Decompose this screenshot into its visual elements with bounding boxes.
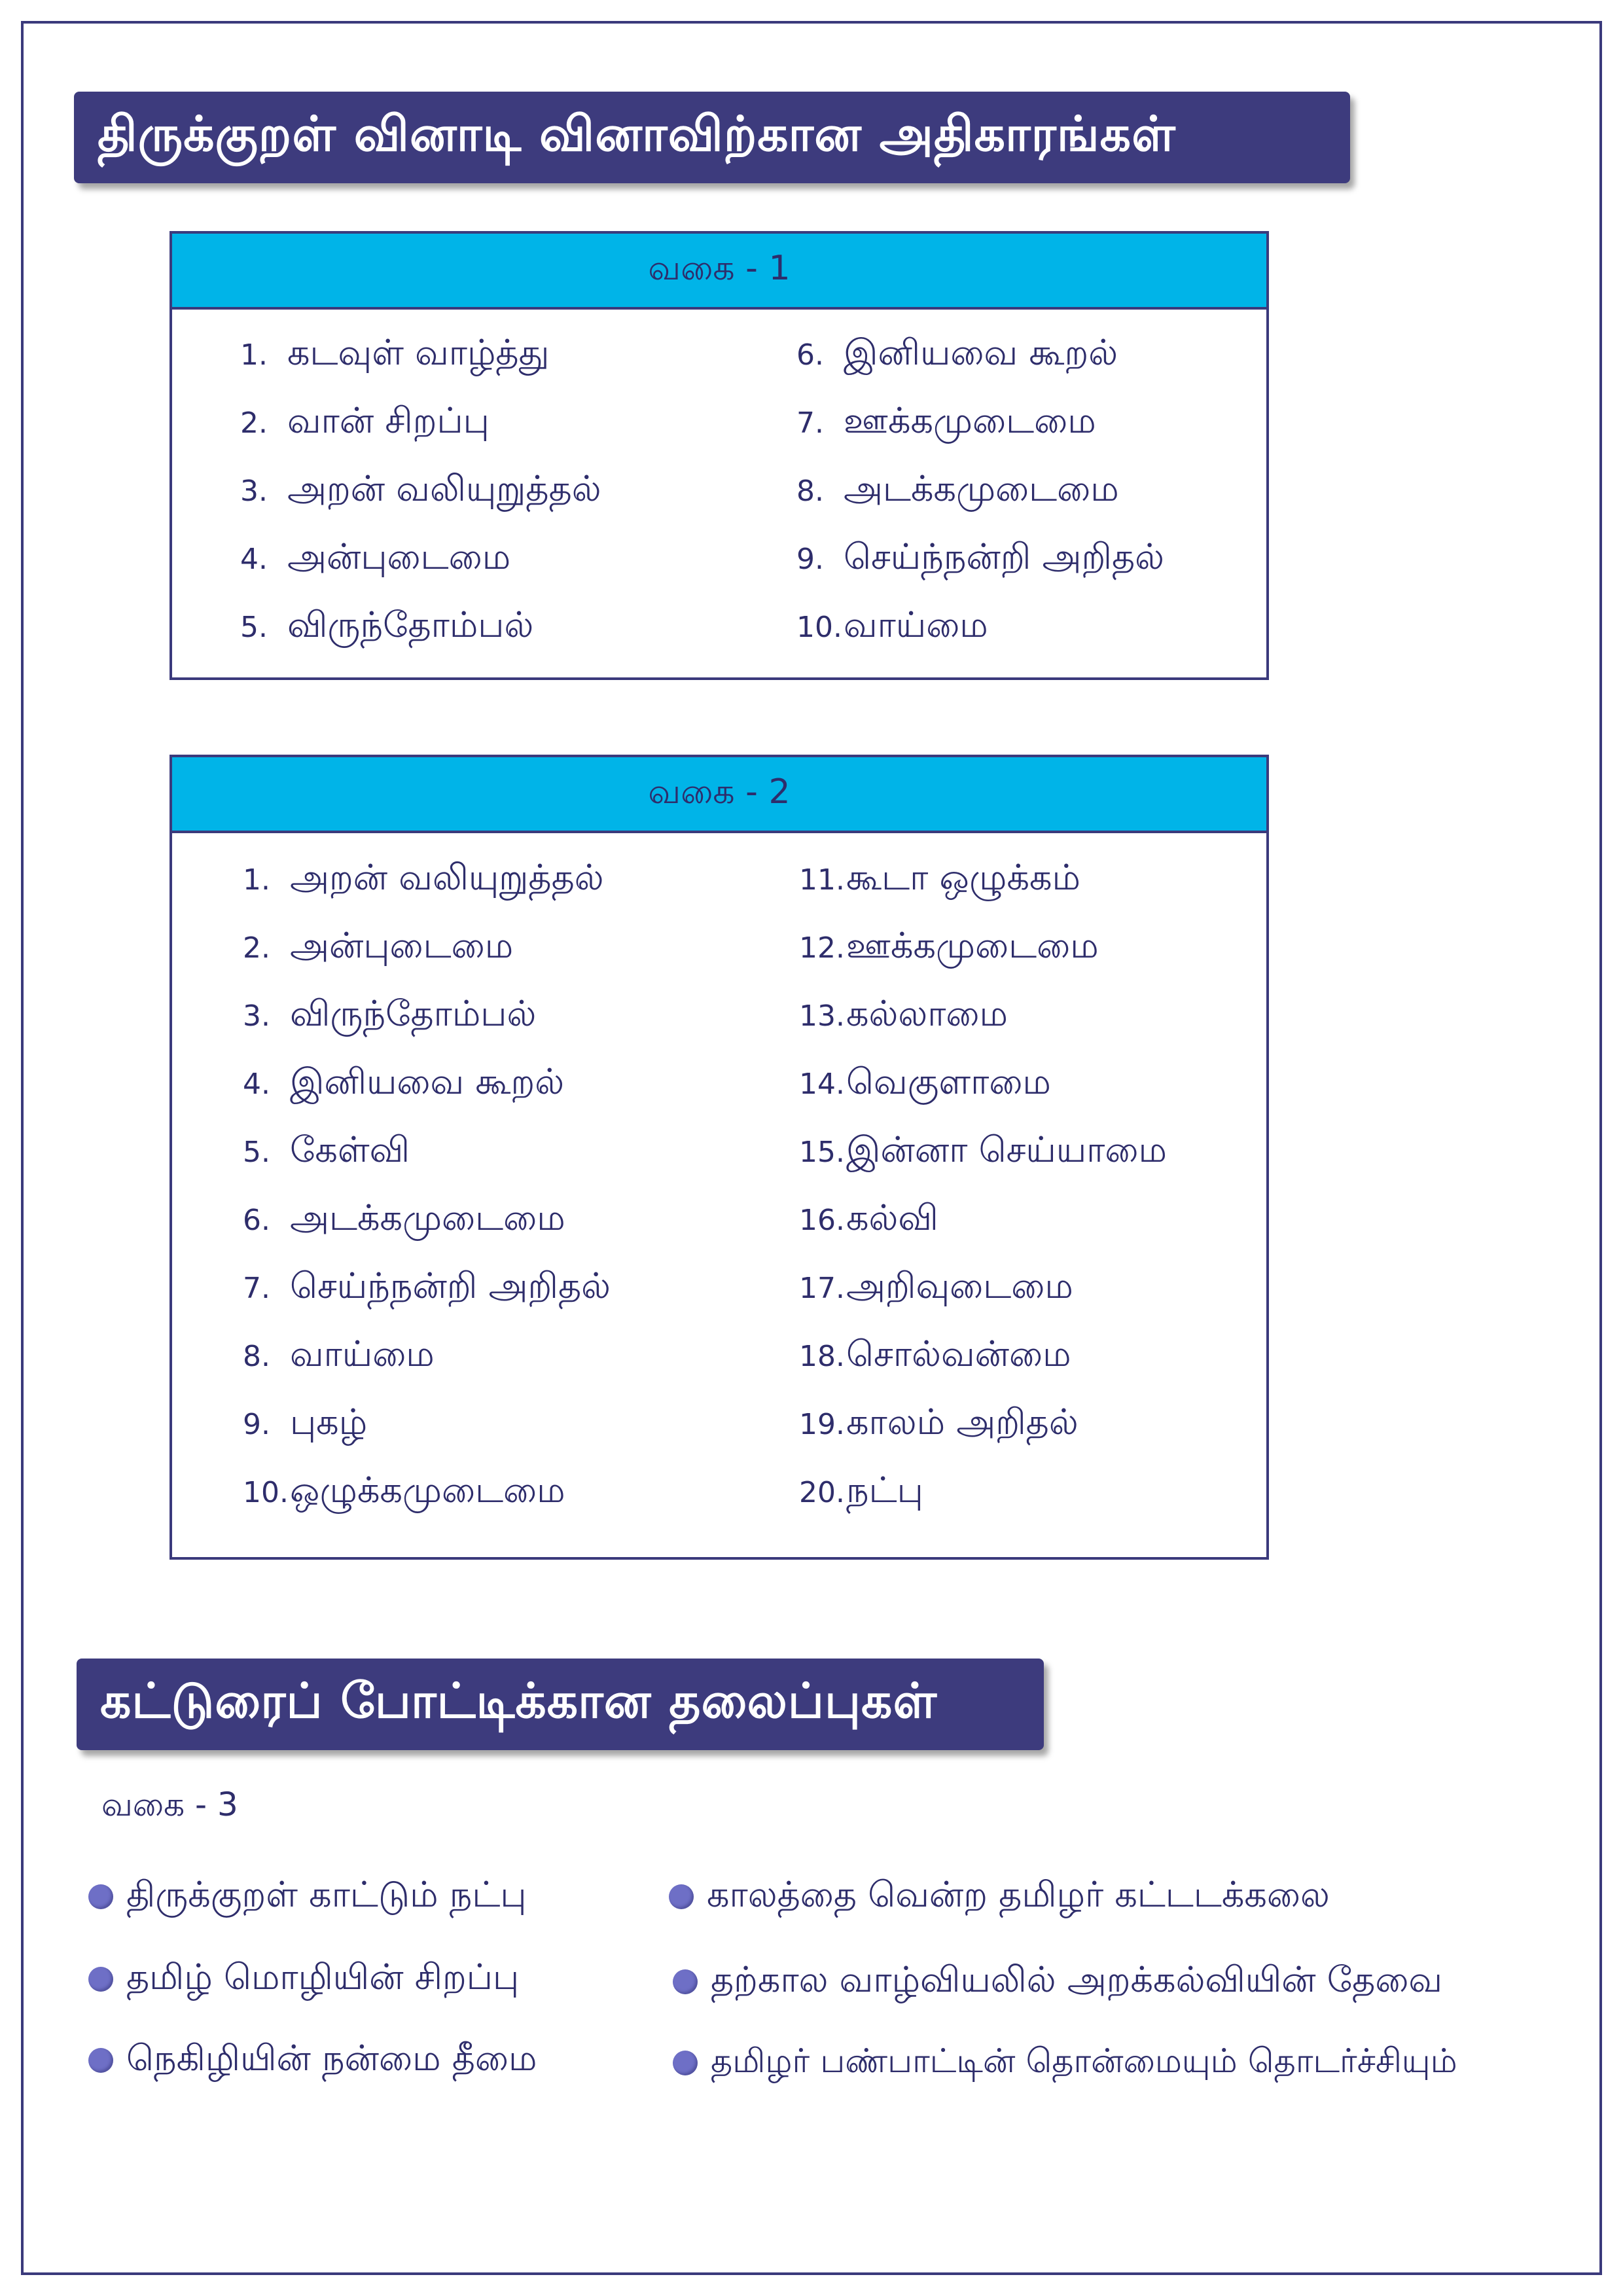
item-text: விருந்தோம்பல்	[287, 603, 534, 645]
list-item	[799, 1129, 1167, 1175]
item-text: ஒழுக்கமுடைமை	[290, 1469, 565, 1511]
item-text: புகழ்	[290, 1401, 368, 1443]
item-number: 2.	[240, 406, 268, 440]
category-1-box	[169, 231, 1269, 680]
list-item	[240, 400, 490, 446]
list-item	[799, 1469, 923, 1515]
list-item	[799, 1197, 938, 1243]
item-text: வாய்மை	[290, 1333, 435, 1374]
item-text: கேள்வி	[290, 1128, 410, 1170]
item-number: 2.	[243, 931, 270, 965]
bullet-icon	[669, 1884, 694, 1909]
item-number: 20.	[799, 1475, 845, 1509]
item-number: 19.	[799, 1407, 845, 1441]
list-item	[796, 332, 1118, 378]
list-item	[799, 1401, 1079, 1447]
item-number: 11.	[799, 863, 845, 897]
item-text: அறன் வலியுறுத்தல்	[287, 467, 601, 509]
list-item	[799, 1333, 1071, 1379]
item-number: 14.	[799, 1067, 845, 1101]
item-text: இன்னா செய்யாமை	[846, 1128, 1167, 1170]
item-number: 9.	[243, 1407, 270, 1441]
item-number: 13.	[799, 999, 845, 1033]
category-2-box	[169, 755, 1269, 1560]
item-number: 8.	[796, 474, 824, 508]
topic-item	[669, 1871, 1330, 1923]
category-3-title: வகை - 3	[101, 1785, 238, 1823]
topic-text: தற்கால வாழ்வியலில் அறக்கல்வியின் தேவை	[711, 1958, 1443, 2000]
item-number: 9.	[796, 542, 824, 576]
list-item	[243, 857, 604, 903]
quiz-chapters-heading	[74, 92, 1350, 183]
bullet-icon	[88, 1967, 113, 1992]
item-number: 17.	[799, 1271, 845, 1305]
category-2-title: வகை - 2	[648, 772, 791, 812]
list-item	[243, 1061, 564, 1107]
list-item	[796, 604, 988, 650]
essay-topics-heading-text: கட்டுரைப் போட்டிக்கான தலைப்புகள்	[100, 1673, 938, 1729]
list-item	[796, 400, 1096, 446]
item-text: அடக்கமுடைமை	[844, 467, 1119, 509]
item-number: 10.	[243, 1475, 289, 1509]
essay-topics-heading	[77, 1659, 1044, 1750]
item-number: 6.	[243, 1203, 270, 1237]
item-text: சொல்வன்மை	[846, 1333, 1071, 1374]
list-item	[240, 332, 549, 378]
category-2-header	[172, 757, 1266, 833]
item-number: 3.	[240, 474, 268, 508]
item-text: விருந்தோம்பல்	[290, 992, 537, 1034]
topic-text: காலத்தை வென்ற தமிழர் கட்டடக்கலை	[707, 1873, 1330, 1915]
item-number: 8.	[243, 1339, 270, 1373]
item-text: வெகுளாமை	[846, 1060, 1051, 1102]
list-item	[796, 536, 1164, 582]
list-item	[799, 1265, 1073, 1311]
bullet-icon	[673, 2051, 698, 2075]
item-text: கல்லாமை	[846, 992, 1008, 1034]
item-text: அறிவுடைமை	[846, 1265, 1073, 1306]
item-number: 16.	[799, 1203, 845, 1237]
item-text: அன்புடைமை	[287, 535, 511, 577]
list-item	[243, 1401, 367, 1447]
item-text: கடவுள் வாழ்த்து	[287, 331, 550, 373]
item-text: வாய்மை	[844, 603, 988, 645]
topic-text: நெகிழியின் நன்மை தீமை	[126, 2037, 537, 2079]
topic-item	[673, 2037, 1457, 2089]
item-number: 6.	[796, 338, 824, 372]
bullet-icon	[88, 1884, 113, 1909]
item-text: நட்பு	[846, 1469, 923, 1511]
item-text: அறன் வலியுறுத்தல்	[290, 856, 604, 898]
item-text: ஊக்கமுடைமை	[846, 924, 1099, 966]
topic-text: தமிழர் பண்பாட்டின் தொன்மையும் தொடர்ச்சியும்	[711, 2041, 1457, 2081]
bullet-icon	[673, 1969, 698, 1994]
item-text: இனியவை கூறல்	[844, 331, 1118, 373]
list-item	[243, 1333, 435, 1379]
list-item	[799, 857, 1080, 903]
item-number: 1.	[243, 863, 270, 897]
item-number: 1.	[240, 338, 268, 372]
item-number: 4.	[240, 542, 268, 576]
topic-text: தமிழ் மொழியின் சிறப்பு	[126, 1956, 520, 1998]
item-text: செய்ந்நன்றி அறிதல்	[290, 1265, 611, 1306]
list-item	[799, 993, 1008, 1039]
list-item	[243, 1129, 410, 1175]
item-text: காலம் அறிதல்	[846, 1401, 1079, 1443]
category-1-header	[172, 234, 1266, 310]
topic-item	[88, 2034, 537, 2087]
item-number: 10.	[796, 610, 842, 644]
item-number: 12.	[799, 931, 845, 965]
item-number: 3.	[243, 999, 270, 1033]
topic-text: திருக்குறள் காட்டும் நட்பு	[126, 1873, 527, 1915]
item-number: 15.	[799, 1135, 845, 1169]
list-item	[243, 1265, 611, 1311]
list-item	[796, 468, 1119, 514]
item-text: செய்ந்நன்றி அறிதல்	[844, 535, 1164, 577]
list-item	[243, 1469, 565, 1515]
list-item	[240, 468, 601, 514]
item-number: 18.	[799, 1339, 845, 1373]
list-item	[799, 925, 1099, 971]
item-text: ஊக்கமுடைமை	[844, 399, 1096, 441]
topic-item	[88, 1871, 527, 1923]
item-text: கூடா ஒழுக்கம்	[846, 856, 1080, 898]
item-text: வான் சிறப்பு	[287, 399, 490, 441]
item-number: 4.	[243, 1067, 270, 1101]
item-number: 5.	[240, 610, 268, 644]
item-text: அன்புடைமை	[290, 924, 514, 966]
list-item	[799, 1061, 1051, 1107]
item-number: 7.	[796, 406, 824, 440]
topic-item	[88, 1953, 519, 2005]
quiz-chapters-heading-text: திருக்குறள் வினாடி வினாவிற்கான அதிகாரங்கள்	[98, 106, 1176, 162]
category-1-title: வகை - 1	[648, 248, 791, 288]
list-item	[240, 604, 533, 650]
item-text: கல்வி	[846, 1196, 938, 1238]
item-number: 7.	[243, 1271, 270, 1305]
list-item	[240, 536, 510, 582]
bullet-icon	[88, 2048, 113, 2073]
list-item	[243, 925, 513, 971]
item-number: 5.	[243, 1135, 270, 1169]
list-item	[243, 993, 536, 1039]
topic-item	[673, 1956, 1442, 2008]
list-item	[243, 1197, 565, 1243]
item-text: அடக்கமுடைமை	[290, 1196, 565, 1238]
item-text: இனியவை கூறல்	[290, 1060, 565, 1102]
